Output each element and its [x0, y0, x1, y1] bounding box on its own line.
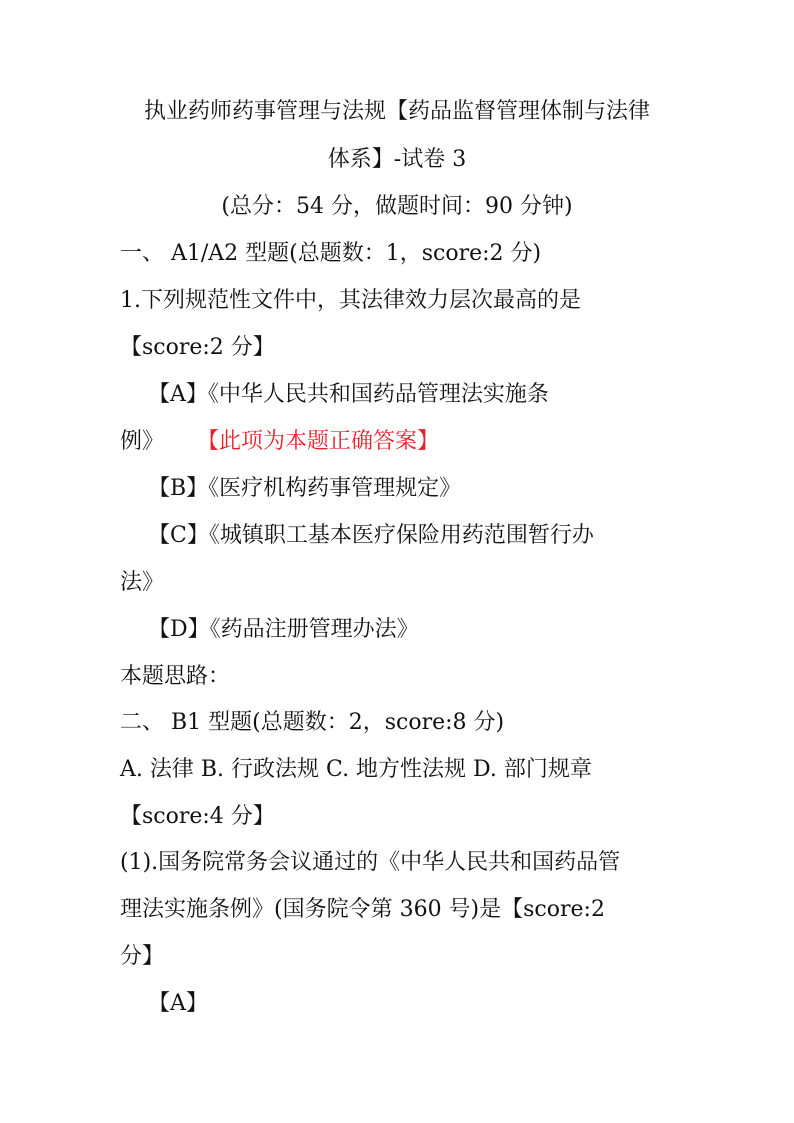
option-c-line-2: 法》 [120, 570, 165, 595]
option-a-text-end: 例》 [120, 429, 165, 454]
shared-score: 【score:4 分】 [120, 804, 275, 829]
document-title-line-1: 执业药师药事管理与法规【药品监督管理体制与法律 [143, 99, 650, 124]
question-2-1-text-line-2: 理法实施条例》(国务院令第 360 号)是【score:2 [120, 897, 605, 922]
question-1-text-line-1: 1.下列规范性文件中，其法律效力层次最高的是 [120, 288, 581, 313]
question-2-1-option-a: 【A】 [148, 991, 208, 1016]
option-b: 【B】《医疗机构药事管理规定》 [148, 476, 462, 501]
question-2-1-text-line-3: 分】 [120, 944, 165, 969]
question-1-score: 【score:2 分】 [120, 335, 275, 360]
option-c-line-1: 【C】《城镇职工基本医疗保险用药范围暂行办 [148, 523, 594, 548]
correct-answer-label: 【此项为本题正确答案】 [208, 429, 440, 454]
shared-options: A. 法律 B. 行政法规 C. 地方性法规 D. 部门规章 [120, 757, 592, 782]
question-2-1-text-line-1: (1).国务院常务会议通过的《中华人民共和国药品管 [120, 850, 621, 875]
option-a-line-2 [120, 427, 439, 457]
section-1-heading: 一、 A1/A2 型题(总题数：1，score:2 分) [120, 241, 542, 266]
option-d: 【D】《药品注册管理办法》 [148, 617, 419, 642]
section-2-heading: 二、 B1 型题(总题数：2，score:8 分) [120, 710, 505, 735]
option-a-line-1: 【A】《中华人民共和国药品管理法实施条 [148, 382, 549, 407]
explanation-label: 本题思路： [120, 664, 231, 689]
document-title-line-2: 体系】-试卷 3 [327, 147, 467, 172]
document-subtitle: (总分：54 分，做题时间：90 分钟) [221, 194, 573, 219]
